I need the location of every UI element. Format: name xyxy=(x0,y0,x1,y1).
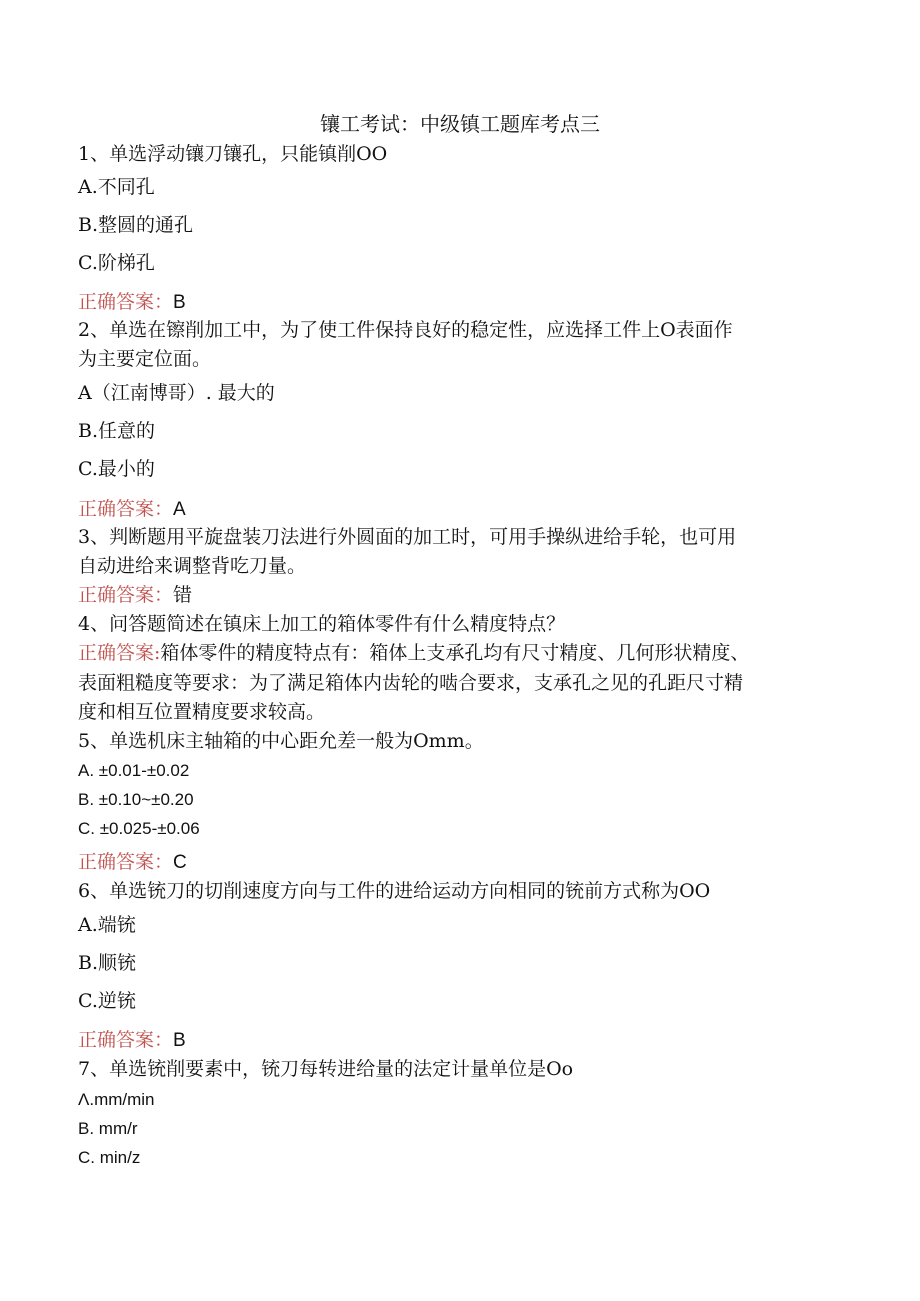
q7-option-a: Λ.mm/min xyxy=(78,1090,155,1109)
q6-option-c: C.逆铳 xyxy=(78,990,136,1012)
question-3-line-2: 自动进给来调整背吃刀量。 xyxy=(78,555,307,577)
q2-answer-value: A xyxy=(173,499,186,520)
q1-answer xyxy=(78,293,186,312)
q4-answer-text-1: 箱体零件的精度特点有：箱体上支承孔均有尺寸精度、几何形状精度、 xyxy=(160,642,750,664)
q2-option-b: B.任意的 xyxy=(78,420,156,442)
question-1: 1、单选浮动镶刀镶孔，只能镇削OO xyxy=(78,143,388,165)
page-title: 镶工考试：中级镇工题库考点三 xyxy=(320,112,600,136)
q5-answer xyxy=(78,853,187,872)
q3-answer xyxy=(78,586,192,605)
answer-label: 正确答案： xyxy=(78,498,174,520)
question-4: 4、问答题简述在镇床上加工的箱体零件有什么精度特点？ xyxy=(78,613,566,635)
question-5: 5、单选机床主轴箱的中心距允差一般为Omm。 xyxy=(78,730,484,752)
q1-answer-value: B xyxy=(173,292,186,313)
q1-option-a: A.不同孔 xyxy=(78,176,155,198)
q6-option-b: B.顺铳 xyxy=(78,952,137,974)
question-2-line-2: 为主要定位面。 xyxy=(78,348,212,370)
q5-option-a: A. ±0.01-±0.02 xyxy=(78,761,190,780)
q7-option-c: C. min/z xyxy=(78,1148,141,1167)
q2-option-c: C.最小的 xyxy=(78,458,155,480)
question-6: 6、单选铳刀的切削速度方向与工件的进给运动方向相同的铳前方式称为OO xyxy=(78,880,711,902)
q1-option-b: B.整圆的通孔 xyxy=(78,214,194,236)
q4-answer-line-1 xyxy=(78,644,749,663)
q5-option-b: B. ±0.10~±0.20 xyxy=(78,790,194,809)
answer-label: 正确答案： xyxy=(78,584,174,606)
q1-option-c: C.阶梯孔 xyxy=(78,252,155,274)
answer-label: 正确答案: xyxy=(78,642,161,664)
answer-label: 正确答案： xyxy=(78,1029,174,1051)
question-7: 7、单选铳削要素中，铳刀每转进给量的法定计量单位是Oo xyxy=(78,1058,574,1080)
q7-option-b: B. mm/r xyxy=(78,1119,138,1138)
q6-option-a: A.端铳 xyxy=(78,914,136,936)
q5-answer-value: C xyxy=(173,852,187,873)
q3-answer-value: 错 xyxy=(173,584,193,606)
q2-option-a: A（江南博哥）. 最大的 xyxy=(78,382,275,404)
q6-answer xyxy=(78,1031,186,1050)
q2-answer xyxy=(78,500,186,519)
answer-label: 正确答案： xyxy=(78,851,174,873)
q6-answer-value: B xyxy=(173,1030,186,1051)
q4-answer-line-3: 度和相互位置精度要求较高。 xyxy=(78,701,326,723)
question-3-line-1: 3、判断题用平旋盘装刀法进行外圆面的加工时，可用手操纵进给手轮，也可用 xyxy=(78,526,737,548)
q4-answer-line-2: 表面粗糙度等要求：为了满足箱体内齿轮的啮合要求，支承孔之见的孔距尺寸精 xyxy=(78,672,744,694)
question-2-line-1: 2、单选在镲削加工中，为了使工件保持良好的稳定性，应选择工件上O表面作 xyxy=(78,319,733,341)
answer-label: 正确答案： xyxy=(78,291,174,313)
q5-option-c: C. ±0.025-±0.06 xyxy=(78,819,200,838)
